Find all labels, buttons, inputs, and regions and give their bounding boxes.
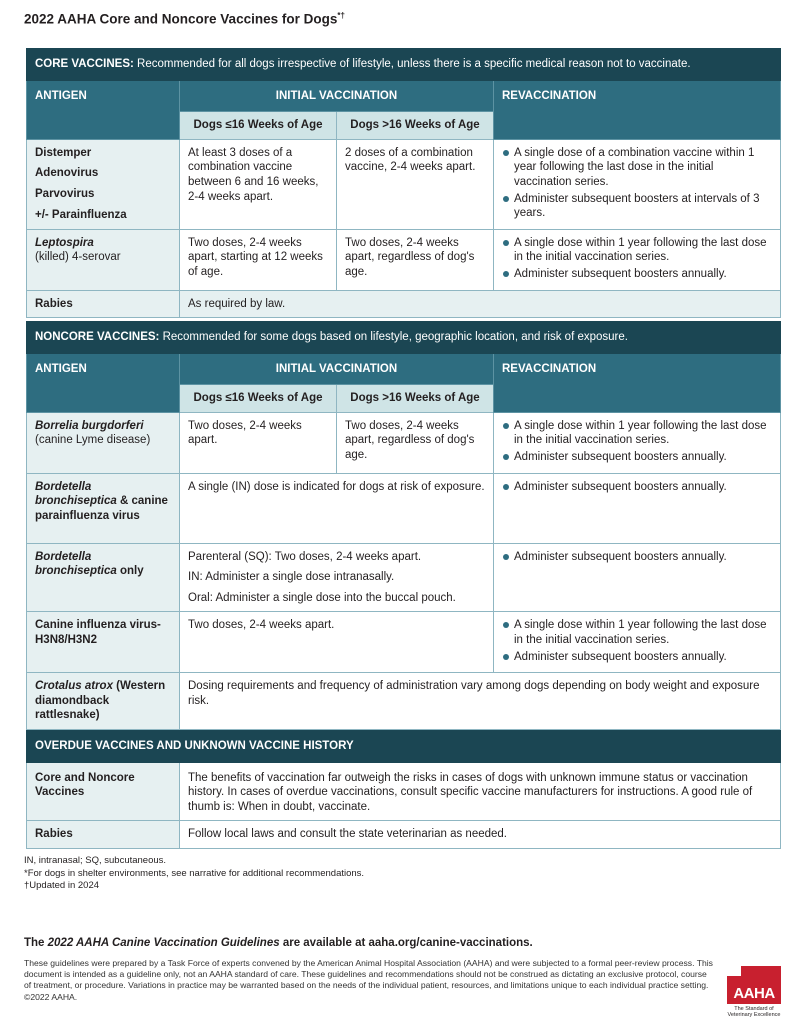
antigen-cell: Canine influenza virus-H3N8/H3N2	[27, 612, 180, 673]
disclaimer: These guidelines were prepared by a Task Force of experts convened by the American Animal Hospital Association (AAHA) and were subjected to a formal peer-review process. This document is intended as a guideline only, not an AAHA standard of care. These guidelines and recommendations should not be construed as dictating an exclusive protocol, course of treatment, or procedure. Variations in practice may be warranted based on the needs of the individual patient, resources, and limitations unique to each individual practice setting. ©2022 AAHA.	[24, 958, 713, 1002]
under16-cell: Two doses, 2-4 weeks apart, starting at 12 weeks of age.	[180, 229, 337, 290]
antigen-cell: Bordetella bronchiseptica only	[27, 543, 180, 612]
antigen-cell: Crotalus atrox (Western diamondback rattlesnake)	[27, 673, 180, 730]
table-row	[27, 543, 781, 612]
revaccination-cell: Administer subsequent boosters annually.	[494, 473, 781, 543]
under16-header: Dogs ≤16 Weeks of Age	[180, 385, 337, 413]
title-marks: *†	[337, 11, 345, 20]
core-banner: CORE VACCINES: Recommended for all dogs irrespective of lifestyle, unless there is a specific medical reason not to vaccinate.	[27, 49, 781, 81]
page-title: 2022 AAHA Core and Noncore Vaccines for Dogs*†	[24, 11, 345, 27]
revaccination-cell: Administer subsequent boosters annually.	[494, 543, 781, 612]
antigen-header: ANTIGEN	[27, 80, 180, 139]
table-row	[27, 412, 781, 473]
aaha-logo: AAHA The Standard of Veterinary Excellence	[727, 966, 781, 1020]
noncore-vaccines-table	[26, 321, 781, 730]
antigen-cell: Distemper Adenovirus Parvovirus +/- Parainfluenza	[27, 139, 180, 229]
table-row	[27, 612, 781, 673]
over16-header: Dogs >16 Weeks of Age	[337, 112, 494, 140]
revaccination-cell: A single dose of a combination vaccine within 1 year following the last dose in the initial vaccination series. Administer subsequent boosters at intervals of 3 years.	[494, 139, 781, 229]
under16-cell: At least 3 doses of a combination vaccine between 6 and 16 weeks, 2-4 weeks apart.	[180, 139, 337, 229]
noncore-banner: NONCORE VACCINES: Recommended for some dogs based on lifestyle, geographic location, and risk of exposure.	[27, 322, 781, 354]
antigen-cell: Bordetella bronchiseptica & canine parainfluenza virus	[27, 473, 180, 543]
initial-cell: Parenteral (SQ): Two doses, 2-4 weeks apart. IN: Administer a single dose intranasally. Oral: Administer a single dose into the buccal pouch.	[180, 543, 494, 612]
initial-cell: Dosing requirements and frequency of administration vary among dogs depending on body weight and exposure risk.	[180, 673, 781, 730]
antigen-cell: Leptospira (killed) 4-serovar	[27, 229, 180, 290]
initial-vaccination-header: INITIAL VACCINATION	[180, 80, 494, 112]
table-row	[27, 762, 781, 821]
core-vaccines-table	[26, 48, 781, 318]
table-row	[27, 139, 781, 229]
initial-vaccination-header: INITIAL VACCINATION	[180, 353, 494, 385]
overdue-label-cell: Core and Noncore Vaccines	[27, 762, 180, 821]
revaccination-cell: A single dose within 1 year following the last dose in the initial vaccination series. Administer subsequent boosters annually.	[494, 229, 781, 290]
antigen-cell: Rabies	[27, 290, 180, 318]
overdue-label-cell: Rabies	[27, 821, 180, 849]
over16-cell: Two doses, 2-4 weeks apart, regardless of dog's age.	[337, 412, 494, 473]
revaccination-cell: A single dose within 1 year following the last dose in the initial vaccination series. Administer subsequent boosters annually.	[494, 412, 781, 473]
antigen-header: ANTIGEN	[27, 353, 180, 412]
over16-header: Dogs >16 Weeks of Age	[337, 385, 494, 413]
overdue-text-cell: Follow local laws and consult the state veterinarian as needed.	[180, 821, 781, 849]
table-row	[27, 290, 781, 318]
overdue-table	[26, 730, 781, 849]
over16-cell: Two doses, 2-4 weeks apart, regardless of dog's age.	[337, 229, 494, 290]
table-row	[27, 229, 781, 290]
revaccination-header: REVACCINATION	[494, 80, 781, 139]
over16-cell: 2 doses of a combination vaccine, 2-4 weeks apart.	[337, 139, 494, 229]
table-row	[27, 673, 781, 730]
initial-cell: Two doses, 2-4 weeks apart.	[180, 612, 494, 673]
revaccination-header: REVACCINATION	[494, 353, 781, 412]
antigen-cell: Borrelia burgdorferi (canine Lyme disease)	[27, 412, 180, 473]
guidelines-availability: The 2022 AAHA Canine Vaccination Guidelines are available at aaha.org/canine-vaccinations.	[24, 937, 533, 949]
table-row	[27, 821, 781, 849]
table-row	[27, 473, 781, 543]
overdue-text-cell: The benefits of vaccination far outweigh the risks in cases of dogs with unknown immune status or vaccination history. In cases of overdue vaccinations, consult specific vaccine manufacturers for instructions. A good rule of thumb is: When in doubt, vaccinate.	[180, 762, 781, 821]
footnotes: IN, intranasal; SQ, subcutaneous. *For dogs in shelter environments, see narrative for additional recommendations. †Updated in 2024	[24, 855, 365, 892]
initial-cell: A single (IN) dose is indicated for dogs at risk of exposure.	[180, 473, 494, 543]
under16-header: Dogs ≤16 Weeks of Age	[180, 112, 337, 140]
logo-tagline: The Standard of Veterinary Excellence	[727, 1006, 781, 1019]
noncore-header-row	[27, 353, 781, 385]
revaccination-cell: A single dose within 1 year following the last dose in the initial vaccination series. Administer subsequent boosters annually.	[494, 612, 781, 673]
under16-cell: Two doses, 2-4 weeks apart.	[180, 412, 337, 473]
core-header-row	[27, 80, 781, 112]
initial-cell: As required by law.	[180, 290, 781, 318]
overdue-banner: OVERDUE VACCINES AND UNKNOWN VACCINE HISTORY	[27, 731, 781, 763]
